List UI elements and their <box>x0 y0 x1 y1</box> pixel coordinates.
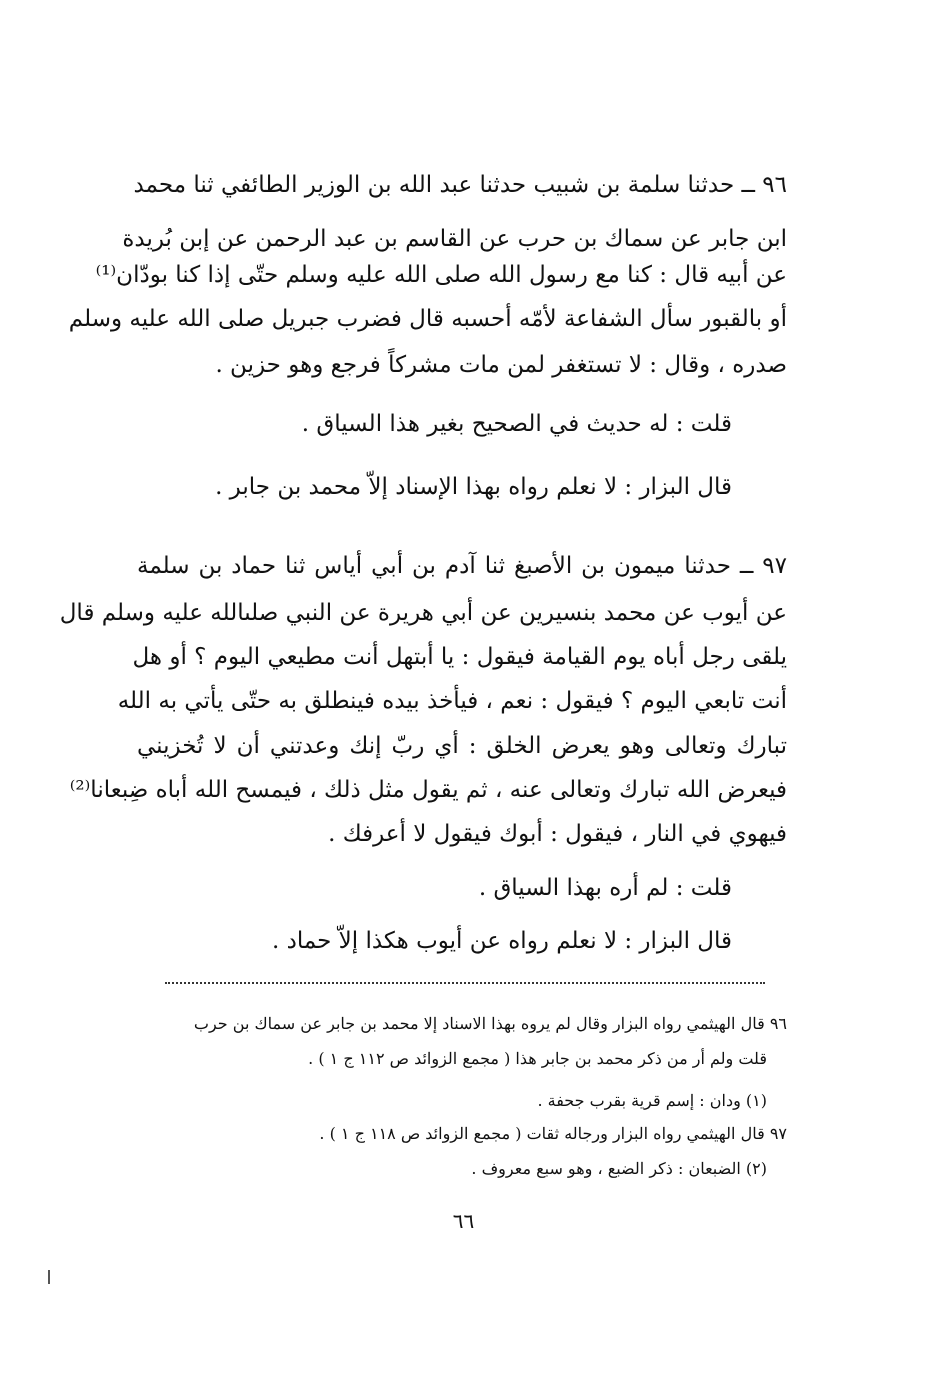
footnote-96-source: ٩٦ قال الهيثمي رواه البزار وقال لم يروه بهذا الاسناد إلا محمد بن جابر عن سماك بن حرب <box>193 1014 787 1033</box>
hadith-96-bazzar: قال البزار : لا نعلم رواه بهذا الإسناد إلاّ محمد بن جابر . <box>215 474 732 500</box>
hadith-97-line-2: عن أيوب عن محمد بنسيرين عن أبي هريرة عن النبي صلىالله عليه وسلم قال <box>59 600 787 626</box>
hadith-96-line-2: ابن جابر عن سماك بن حرب عن القاسم بن عبد الرحمن عن إبن بُريدة <box>122 226 787 252</box>
hadith-97-line-7: فيهوي في النار ، فيقول : أبوك فيقول لا أعرفك . <box>328 821 787 847</box>
footnote-2: (٢) الضبعان : ذكر الضبع ، وهو سبع معروف . <box>471 1159 767 1178</box>
page-number: ٦٦ <box>452 1209 475 1233</box>
footnote-separator <box>165 982 765 984</box>
hadith-97-line-3: يلقى رجل أباه يوم القيامة فيقول : يا أبتهل أنت مطيعي اليوم ؟ أو هل <box>132 644 787 670</box>
margin-mark <box>48 1270 50 1284</box>
hadith-97-note: قلت : لم أره بهذا السياق . <box>478 875 732 901</box>
hadith-97-line-4: أنت تابعي اليوم ؟ فيقول : نعم ، فيأخذ بيده فينطلق به حتّى يأتي به الله <box>117 688 787 714</box>
hadith-97-line-1: ٩٧ ــ حدثنا ميمون بن الأصبغ ثنا آدم بن أبي أياس ثنا حماد بن سلمة <box>137 553 787 579</box>
hadith-96-line-1: ٩٦ ــ حدثنا سلمة بن شبيب حدثنا عبد الله بن الوزير الطائفي ثنا محمد <box>133 172 787 198</box>
hadith-96-line-3: عن أبيه قال : كنا مع رسول الله صلى الله عليه وسلم حتّى إذا كنا بودّان⁽¹⁾ <box>95 262 787 288</box>
hadith-97-line-6: فيعرض الله تبارك وتعالى عنه ، ثم يقول مثل ذلك ، فيمسح الله أباه ضِبعانا⁽²⁾ <box>69 777 787 803</box>
hadith-97-bazzar: قال البزار : لا نعلم رواه عن أيوب هكذا إلاّ حماد . <box>271 928 732 954</box>
footnote-96-remark: قلت ولم أر من ذكر محمد بن جابر هذا ( مجمع الزوائد ص ١١٢ ج ١ ) . <box>308 1049 767 1068</box>
hadith-96-note: قلت : له حديث في الصحيح بغير هذا السياق . <box>301 411 732 437</box>
hadith-96-line-5: صدره ، وقال : لا تستغفر لمن مات مشركاً فرجع وهو حزين . <box>215 352 787 378</box>
hadith-97-line-5: تبارك وتعالى وهو يعرض الخلق : أي ربّ إنك وعدتني أن لا تُخزيني <box>137 733 787 759</box>
hadith-96-line-4: أو بالقبور سأل الشفاعة لأمّه أحسبه قال فضرب جبريل صلى الله عليه وسلم <box>68 306 787 332</box>
footnote-1: (١) ودان : إسم قرية بقرب جحفة . <box>537 1091 767 1110</box>
footnote-97-source: ٩٧ قال الهيثمي رواه البزار ورجاله ثقات ( مجمع الزوائد ص ١١٨ ج ١ ) . <box>319 1124 787 1143</box>
